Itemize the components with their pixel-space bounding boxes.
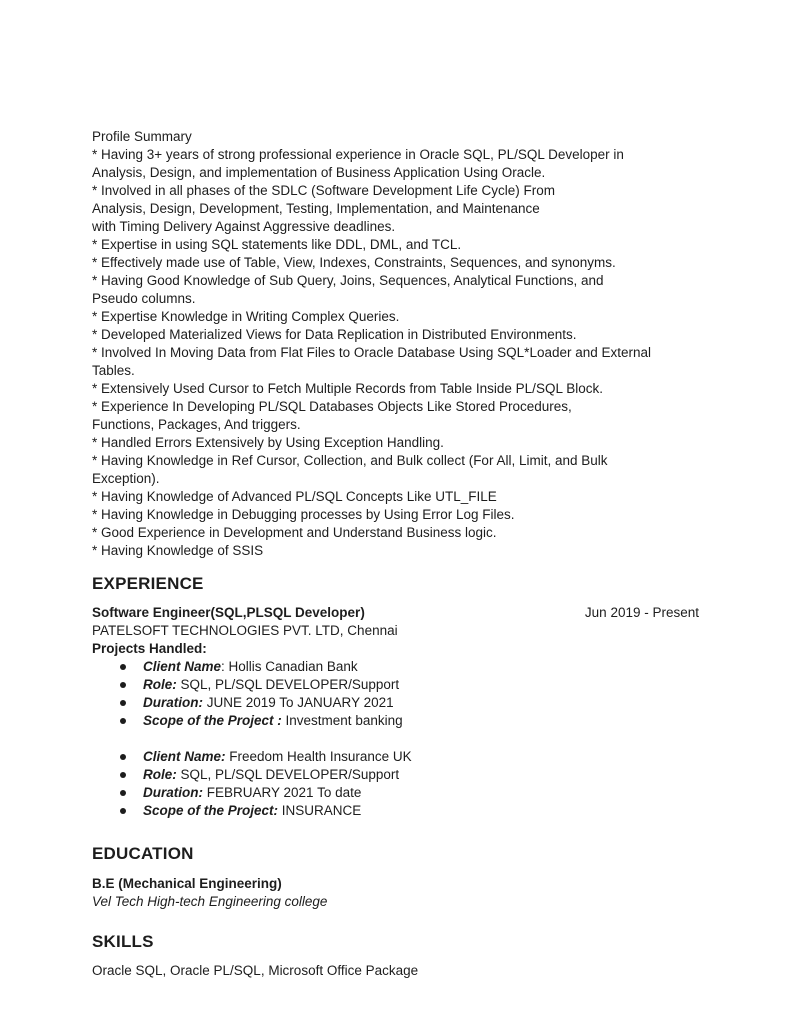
profile-line: * Expertise in using SQL statements like DDL, DML, and TCL. (92, 237, 462, 252)
degree: B.E (Mechanical Engineering) (92, 876, 282, 891)
profile-line: * Handled Errors Extensively by Using Exception Handling. (92, 435, 444, 450)
project-detail-item (92, 784, 699, 802)
profile-line: * Having Knowledge of SSIS (92, 543, 264, 558)
project-detail-item (92, 694, 699, 712)
detail-value: SQL, PL/SQL DEVELOPER/Support (176, 767, 400, 782)
job-title: Software Engineer(SQL,PLSQL Developer) (92, 605, 365, 620)
profile-line: * Involved in all phases of the SDLC (Software Development Life Cycle) From (92, 183, 555, 198)
job-header (92, 604, 699, 622)
skills-list: Oracle SQL, Oracle PL/SQL, Microsoft Office Package (92, 963, 419, 978)
detail-label: Scope of the Project : (143, 713, 282, 728)
detail-value: JUNE 2019 To JANUARY 2021 (203, 695, 394, 710)
profile-line: * Extensively Used Cursor to Fetch Multiple Records from Table Inside PL/SQL Block. (92, 381, 603, 396)
skills-heading: SKILLS (92, 932, 154, 951)
profile-line: * Developed Materialized Views for Data Replication in Distributed Environments. (92, 327, 577, 342)
profile-line: Pseudo columns. (92, 291, 196, 306)
school-name: Vel Tech High-tech Engineering college (92, 894, 328, 909)
detail-value: INSURANCE (278, 803, 362, 818)
detail-label: Scope of the Project: (143, 803, 279, 818)
project-detail-item (92, 712, 699, 730)
detail-value: SQL, PL/SQL DEVELOPER/Support (176, 677, 400, 692)
detail-value: FEBRUARY 2021 To date (203, 785, 362, 800)
project-1-details (92, 658, 699, 730)
profile-line: * Expertise Knowledge in Writing Complex Queries. (92, 309, 400, 324)
job-date-range: Jun 2019 - Present (584, 605, 699, 620)
detail-label: Duration: (143, 695, 203, 710)
company-name: PATELSOFT TECHNOLOGIES PVT. LTD, Chennai (92, 623, 398, 638)
profile-line: with Timing Delivery Against Aggressive deadlines. (92, 219, 396, 234)
project-detail-item (92, 676, 699, 694)
profile-line: * Good Experience in Development and Understand Business logic. (92, 525, 497, 540)
detail-value: Freedom Health Insurance UK (225, 749, 412, 764)
project-detail-item (92, 748, 699, 766)
profile-line: Functions, Packages, And triggers. (92, 417, 301, 432)
profile-line: * Having 3+ years of strong professional experience in Oracle SQL, PL/SQL Developer in (92, 147, 624, 162)
profile-line: * Effectively made use of Table, View, Indexes, Constraints, Sequences, and synonyms. (92, 255, 616, 270)
profile-summary-heading: Profile Summary (92, 129, 192, 144)
profile-line: Analysis, Design, Development, Testing, Implementation, and Maintenance (92, 201, 540, 216)
profile-line: * Having Knowledge in Debugging processes by Using Error Log Files. (92, 507, 515, 522)
detail-label: Role: (143, 767, 177, 782)
profile-line: * Having Knowledge of Advanced PL/SQL Concepts Like UTL_FILE (92, 489, 497, 504)
education-heading: EDUCATION (92, 844, 194, 863)
detail-label: Client Name: (143, 749, 226, 764)
projects-handled-label: Projects Handled: (92, 641, 207, 656)
profile-line: * Having Knowledge in Ref Cursor, Collection, and Bulk collect (For All, Limit, and Bulk (92, 453, 608, 468)
profile-line: * Involved In Moving Data from Flat Files to Oracle Database Using SQL*Loader and External (92, 345, 652, 360)
project-2-details (92, 748, 699, 820)
detail-value: : Hollis Canadian Bank (221, 659, 358, 674)
experience-heading: EXPERIENCE (92, 574, 204, 593)
detail-label: Role: (143, 677, 177, 692)
profile-line: * Having Good Knowledge of Sub Query, Joins, Sequences, Analytical Functions, and (92, 273, 604, 288)
detail-label: Client Name (143, 659, 222, 674)
profile-line: Exception). (92, 471, 160, 486)
profile-line: Analysis, Design, and implementation of Business Application Using Oracle. (92, 165, 546, 180)
project-detail-item (92, 802, 699, 820)
profile-line: * Experience In Developing PL/SQL Databases Objects Like Stored Procedures, (92, 399, 572, 414)
project-detail-item (92, 766, 699, 784)
profile-line: Tables. (92, 363, 135, 378)
detail-label: Duration: (143, 785, 203, 800)
profile-summary-section (92, 128, 699, 560)
detail-value: Investment banking (281, 713, 403, 728)
project-detail-item (92, 658, 699, 676)
